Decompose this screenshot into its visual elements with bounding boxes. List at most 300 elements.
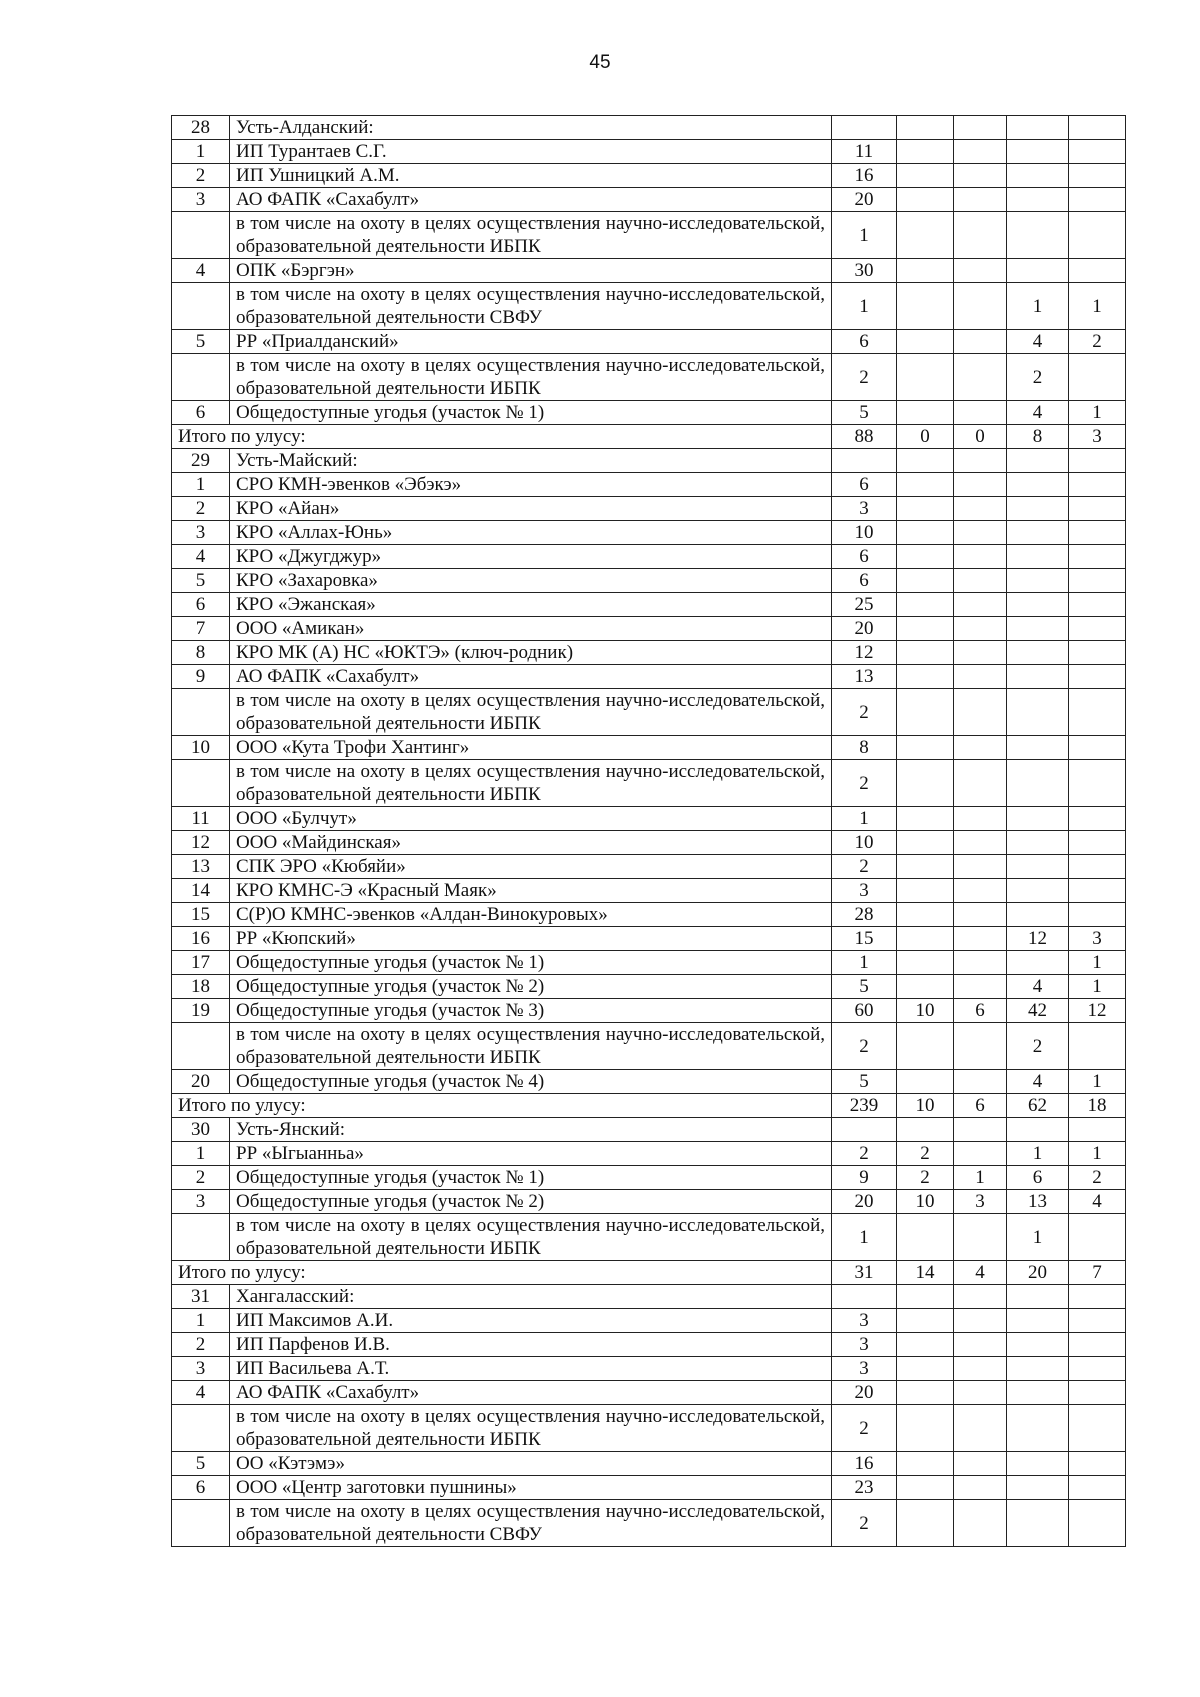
row-number: 6 bbox=[172, 401, 230, 425]
value-cell-4: 62 bbox=[1007, 1094, 1069, 1118]
value-cell-1: 30 bbox=[832, 259, 897, 283]
value-cell-1 bbox=[832, 116, 897, 140]
district-row bbox=[172, 1118, 1126, 1142]
value-cell-2 bbox=[897, 736, 954, 760]
table-body bbox=[172, 116, 1126, 1547]
value-cell-4 bbox=[1007, 617, 1069, 641]
value-cell-2 bbox=[897, 879, 954, 903]
value-cell-1: 1 bbox=[832, 212, 897, 259]
value-cell-5 bbox=[1069, 212, 1126, 259]
value-cell-2: 2 bbox=[897, 1142, 954, 1166]
name-cell: КРО МК (А) НС «ЮКТЭ» (ключ-родник) bbox=[230, 641, 832, 665]
value-cell-5 bbox=[1069, 521, 1126, 545]
value-cell-2 bbox=[897, 855, 954, 879]
row-number bbox=[172, 1023, 230, 1070]
row-number: 6 bbox=[172, 593, 230, 617]
value-cell-2: 2 bbox=[897, 1166, 954, 1190]
value-cell-2 bbox=[897, 1285, 954, 1309]
value-cell-1: 15 bbox=[832, 927, 897, 951]
value-cell-3 bbox=[954, 1023, 1007, 1070]
value-cell-2 bbox=[897, 1357, 954, 1381]
value-cell-3 bbox=[954, 975, 1007, 999]
value-cell-4 bbox=[1007, 760, 1069, 807]
row-number: 6 bbox=[172, 1476, 230, 1500]
quota-table bbox=[171, 115, 1126, 1547]
value-cell-5 bbox=[1069, 1500, 1126, 1547]
value-cell-3 bbox=[954, 116, 1007, 140]
table-row bbox=[172, 1142, 1126, 1166]
note-cell: в том числе на охоту в целях осуществления научно-исследовательской, образовательной деятельности ИБПК bbox=[230, 1214, 832, 1261]
value-cell-1: 13 bbox=[832, 665, 897, 689]
value-cell-3 bbox=[954, 951, 1007, 975]
table-row bbox=[172, 1500, 1126, 1547]
value-cell-4 bbox=[1007, 259, 1069, 283]
value-cell-3 bbox=[954, 545, 1007, 569]
name-cell: Хангаласский: bbox=[230, 1285, 832, 1309]
district-row bbox=[172, 116, 1126, 140]
value-cell-1: 1 bbox=[832, 951, 897, 975]
value-cell-3 bbox=[954, 330, 1007, 354]
value-cell-1: 2 bbox=[832, 1500, 897, 1547]
value-cell-1: 20 bbox=[832, 188, 897, 212]
value-cell-4 bbox=[1007, 1452, 1069, 1476]
value-cell-1: 239 bbox=[832, 1094, 897, 1118]
value-cell-2 bbox=[897, 831, 954, 855]
value-cell-2 bbox=[897, 1476, 954, 1500]
value-cell-5 bbox=[1069, 593, 1126, 617]
value-cell-3 bbox=[954, 736, 1007, 760]
value-cell-1: 23 bbox=[832, 1476, 897, 1500]
value-cell-3 bbox=[954, 354, 1007, 401]
value-cell-3 bbox=[954, 1070, 1007, 1094]
value-cell-2 bbox=[897, 1118, 954, 1142]
row-number: 15 bbox=[172, 903, 230, 927]
value-cell-2 bbox=[897, 1381, 954, 1405]
name-cell: Усть-Майский: bbox=[230, 449, 832, 473]
value-cell-5 bbox=[1069, 497, 1126, 521]
table-row bbox=[172, 879, 1126, 903]
table-row bbox=[172, 807, 1126, 831]
value-cell-1: 60 bbox=[832, 999, 897, 1023]
value-cell-3 bbox=[954, 903, 1007, 927]
value-cell-4 bbox=[1007, 1285, 1069, 1309]
value-cell-5 bbox=[1069, 473, 1126, 497]
value-cell-4 bbox=[1007, 1357, 1069, 1381]
value-cell-3: 6 bbox=[954, 1094, 1007, 1118]
value-cell-4 bbox=[1007, 497, 1069, 521]
value-cell-3 bbox=[954, 1357, 1007, 1381]
value-cell-4: 12 bbox=[1007, 927, 1069, 951]
name-cell: ООО «Амикан» bbox=[230, 617, 832, 641]
row-number: 5 bbox=[172, 1452, 230, 1476]
value-cell-5: 3 bbox=[1069, 927, 1126, 951]
value-cell-3 bbox=[954, 283, 1007, 330]
row-number: 9 bbox=[172, 665, 230, 689]
value-cell-2 bbox=[897, 641, 954, 665]
value-cell-1: 12 bbox=[832, 641, 897, 665]
row-number: 5 bbox=[172, 569, 230, 593]
name-cell: Усть-Янский: bbox=[230, 1118, 832, 1142]
table-row bbox=[172, 330, 1126, 354]
value-cell-2: 0 bbox=[897, 425, 954, 449]
table-row bbox=[172, 736, 1126, 760]
value-cell-3 bbox=[954, 665, 1007, 689]
row-number: 3 bbox=[172, 1190, 230, 1214]
value-cell-3: 0 bbox=[954, 425, 1007, 449]
table-row bbox=[172, 641, 1126, 665]
value-cell-2 bbox=[897, 449, 954, 473]
value-cell-4 bbox=[1007, 903, 1069, 927]
value-cell-4: 2 bbox=[1007, 1023, 1069, 1070]
value-cell-5: 1 bbox=[1069, 401, 1126, 425]
row-number bbox=[172, 1500, 230, 1547]
value-cell-4 bbox=[1007, 855, 1069, 879]
value-cell-2 bbox=[897, 401, 954, 425]
value-cell-4: 1 bbox=[1007, 1214, 1069, 1261]
value-cell-4 bbox=[1007, 140, 1069, 164]
name-cell: Общедоступные угодья (участок № 3) bbox=[230, 999, 832, 1023]
value-cell-5 bbox=[1069, 1118, 1126, 1142]
name-cell: С(Р)О КМНС-эвенков «Алдан-Винокуровых» bbox=[230, 903, 832, 927]
row-number: 4 bbox=[172, 259, 230, 283]
value-cell-1 bbox=[832, 1285, 897, 1309]
value-cell-5 bbox=[1069, 1333, 1126, 1357]
value-cell-4 bbox=[1007, 879, 1069, 903]
value-cell-3 bbox=[954, 879, 1007, 903]
value-cell-4 bbox=[1007, 831, 1069, 855]
table-row bbox=[172, 1452, 1126, 1476]
value-cell-5 bbox=[1069, 689, 1126, 736]
value-cell-1: 10 bbox=[832, 831, 897, 855]
value-cell-5: 1 bbox=[1069, 283, 1126, 330]
value-cell-3 bbox=[954, 831, 1007, 855]
value-cell-5: 7 bbox=[1069, 1261, 1126, 1285]
name-cell: СРО КМН-эвенков «Эбэкэ» bbox=[230, 473, 832, 497]
row-number: 2 bbox=[172, 1166, 230, 1190]
value-cell-4 bbox=[1007, 665, 1069, 689]
row-number bbox=[172, 283, 230, 330]
row-number: 5 bbox=[172, 330, 230, 354]
value-cell-2 bbox=[897, 903, 954, 927]
row-number bbox=[172, 760, 230, 807]
value-cell-1: 6 bbox=[832, 545, 897, 569]
table-row bbox=[172, 760, 1126, 807]
value-cell-4 bbox=[1007, 1333, 1069, 1357]
value-cell-5: 1 bbox=[1069, 951, 1126, 975]
row-number: 1 bbox=[172, 473, 230, 497]
name-cell: РР «Ыгыанньа» bbox=[230, 1142, 832, 1166]
value-cell-3 bbox=[954, 1476, 1007, 1500]
row-number: 8 bbox=[172, 641, 230, 665]
value-cell-5: 1 bbox=[1069, 1142, 1126, 1166]
table-row bbox=[172, 497, 1126, 521]
value-cell-4: 4 bbox=[1007, 401, 1069, 425]
row-number: 2 bbox=[172, 1333, 230, 1357]
value-cell-2 bbox=[897, 760, 954, 807]
value-cell-3 bbox=[954, 927, 1007, 951]
value-cell-2: 10 bbox=[897, 999, 954, 1023]
row-number: 2 bbox=[172, 497, 230, 521]
value-cell-5 bbox=[1069, 665, 1126, 689]
value-cell-5 bbox=[1069, 259, 1126, 283]
value-cell-5 bbox=[1069, 1214, 1126, 1261]
value-cell-5 bbox=[1069, 1357, 1126, 1381]
value-cell-4 bbox=[1007, 1405, 1069, 1452]
value-cell-1: 20 bbox=[832, 1190, 897, 1214]
value-cell-3 bbox=[954, 641, 1007, 665]
value-cell-4 bbox=[1007, 449, 1069, 473]
value-cell-4 bbox=[1007, 1476, 1069, 1500]
table-row bbox=[172, 569, 1126, 593]
value-cell-5: 2 bbox=[1069, 1166, 1126, 1190]
row-number: 19 bbox=[172, 999, 230, 1023]
total-row bbox=[172, 1261, 1126, 1285]
value-cell-5 bbox=[1069, 760, 1126, 807]
value-cell-4 bbox=[1007, 116, 1069, 140]
value-cell-4 bbox=[1007, 736, 1069, 760]
value-cell-2 bbox=[897, 140, 954, 164]
value-cell-2 bbox=[897, 617, 954, 641]
value-cell-4 bbox=[1007, 569, 1069, 593]
row-number: 16 bbox=[172, 927, 230, 951]
value-cell-4 bbox=[1007, 1118, 1069, 1142]
value-cell-1: 10 bbox=[832, 521, 897, 545]
value-cell-4 bbox=[1007, 212, 1069, 259]
value-cell-5 bbox=[1069, 879, 1126, 903]
note-cell: в том числе на охоту в целях осуществления научно-исследовательской, образовательной деятельности СВФУ bbox=[230, 1500, 832, 1547]
value-cell-2 bbox=[897, 689, 954, 736]
value-cell-3 bbox=[954, 807, 1007, 831]
row-number: 3 bbox=[172, 521, 230, 545]
value-cell-2 bbox=[897, 259, 954, 283]
value-cell-3: 4 bbox=[954, 1261, 1007, 1285]
value-cell-5 bbox=[1069, 1452, 1126, 1476]
value-cell-5 bbox=[1069, 831, 1126, 855]
value-cell-3 bbox=[954, 1214, 1007, 1261]
row-number: 18 bbox=[172, 975, 230, 999]
value-cell-3 bbox=[954, 164, 1007, 188]
table-row bbox=[172, 259, 1126, 283]
value-cell-5: 18 bbox=[1069, 1094, 1126, 1118]
row-number: 10 bbox=[172, 736, 230, 760]
value-cell-4: 4 bbox=[1007, 330, 1069, 354]
value-cell-5 bbox=[1069, 545, 1126, 569]
value-cell-1: 5 bbox=[832, 401, 897, 425]
value-cell-4: 42 bbox=[1007, 999, 1069, 1023]
name-cell: РР «Кюпский» bbox=[230, 927, 832, 951]
value-cell-2 bbox=[897, 951, 954, 975]
value-cell-1 bbox=[832, 1118, 897, 1142]
name-cell: Общедоступные угодья (участок № 2) bbox=[230, 975, 832, 999]
table-row bbox=[172, 1476, 1126, 1500]
value-cell-4: 2 bbox=[1007, 354, 1069, 401]
value-cell-3 bbox=[954, 1500, 1007, 1547]
value-cell-2 bbox=[897, 1309, 954, 1333]
value-cell-4: 6 bbox=[1007, 1166, 1069, 1190]
value-cell-4 bbox=[1007, 473, 1069, 497]
value-cell-5 bbox=[1069, 617, 1126, 641]
value-cell-4 bbox=[1007, 545, 1069, 569]
row-number: 14 bbox=[172, 879, 230, 903]
row-number: 20 bbox=[172, 1070, 230, 1094]
value-cell-1: 3 bbox=[832, 1357, 897, 1381]
name-cell: КРО «Айан» bbox=[230, 497, 832, 521]
name-cell: ОО «Кэтэмэ» bbox=[230, 1452, 832, 1476]
row-number bbox=[172, 212, 230, 259]
note-cell: в том числе на охоту в целях осуществления научно-исследовательской, образовательной деятельности СВФУ bbox=[230, 283, 832, 330]
row-number: 1 bbox=[172, 1142, 230, 1166]
value-cell-1: 11 bbox=[832, 140, 897, 164]
table-row bbox=[172, 354, 1126, 401]
value-cell-4 bbox=[1007, 593, 1069, 617]
row-number: 13 bbox=[172, 855, 230, 879]
value-cell-2 bbox=[897, 1023, 954, 1070]
value-cell-1: 1 bbox=[832, 283, 897, 330]
table-row bbox=[172, 545, 1126, 569]
value-cell-2: 14 bbox=[897, 1261, 954, 1285]
value-cell-5 bbox=[1069, 736, 1126, 760]
value-cell-5 bbox=[1069, 116, 1126, 140]
value-cell-3 bbox=[954, 401, 1007, 425]
value-cell-1: 3 bbox=[832, 1333, 897, 1357]
value-cell-1: 2 bbox=[832, 1023, 897, 1070]
value-cell-1: 2 bbox=[832, 689, 897, 736]
total-row bbox=[172, 425, 1126, 449]
total-label: Итого по улусу: bbox=[172, 425, 832, 449]
value-cell-4 bbox=[1007, 1500, 1069, 1547]
value-cell-2 bbox=[897, 354, 954, 401]
value-cell-1: 9 bbox=[832, 1166, 897, 1190]
value-cell-4: 4 bbox=[1007, 1070, 1069, 1094]
value-cell-3 bbox=[954, 497, 1007, 521]
value-cell-3 bbox=[954, 855, 1007, 879]
name-cell: ООО «Центр заготовки пушнины» bbox=[230, 1476, 832, 1500]
row-number bbox=[172, 689, 230, 736]
row-number: 7 bbox=[172, 617, 230, 641]
value-cell-2 bbox=[897, 593, 954, 617]
row-number: 30 bbox=[172, 1118, 230, 1142]
table-row bbox=[172, 521, 1126, 545]
name-cell: АО ФАПК «Сахабулт» bbox=[230, 188, 832, 212]
note-cell: в том числе на охоту в целях осуществления научно-исследовательской, образовательной деятельности ИБПК bbox=[230, 689, 832, 736]
name-cell: КРО «Джугджур» bbox=[230, 545, 832, 569]
table-row bbox=[172, 1309, 1126, 1333]
value-cell-5 bbox=[1069, 1023, 1126, 1070]
value-cell-4 bbox=[1007, 689, 1069, 736]
name-cell: ИП Максимов А.И. bbox=[230, 1309, 832, 1333]
table-row bbox=[172, 164, 1126, 188]
value-cell-4 bbox=[1007, 521, 1069, 545]
value-cell-3: 1 bbox=[954, 1166, 1007, 1190]
value-cell-2 bbox=[897, 569, 954, 593]
value-cell-2 bbox=[897, 164, 954, 188]
name-cell: КРО «Эжанская» bbox=[230, 593, 832, 617]
value-cell-1: 2 bbox=[832, 760, 897, 807]
value-cell-5 bbox=[1069, 807, 1126, 831]
value-cell-4 bbox=[1007, 188, 1069, 212]
value-cell-2 bbox=[897, 1405, 954, 1452]
value-cell-2 bbox=[897, 521, 954, 545]
value-cell-3 bbox=[954, 1381, 1007, 1405]
value-cell-5: 4 bbox=[1069, 1190, 1126, 1214]
value-cell-1: 28 bbox=[832, 903, 897, 927]
table-row bbox=[172, 1357, 1126, 1381]
value-cell-3 bbox=[954, 259, 1007, 283]
value-cell-4: 1 bbox=[1007, 283, 1069, 330]
note-cell: в том числе на охоту в целях осуществления научно-исследовательской, образовательной деятельности ИБПК bbox=[230, 760, 832, 807]
table-row bbox=[172, 140, 1126, 164]
value-cell-2 bbox=[897, 975, 954, 999]
table-row bbox=[172, 831, 1126, 855]
name-cell: ИП Ушницкий А.М. bbox=[230, 164, 832, 188]
value-cell-4: 4 bbox=[1007, 975, 1069, 999]
note-cell: в том числе на охоту в целях осуществления научно-исследовательской, образовательной деятельности ИБПК bbox=[230, 212, 832, 259]
value-cell-3 bbox=[954, 617, 1007, 641]
value-cell-3: 3 bbox=[954, 1190, 1007, 1214]
table-row bbox=[172, 1023, 1126, 1070]
value-cell-1: 3 bbox=[832, 497, 897, 521]
total-label: Итого по улусу: bbox=[172, 1261, 832, 1285]
row-number: 1 bbox=[172, 140, 230, 164]
row-number: 4 bbox=[172, 1381, 230, 1405]
row-number: 3 bbox=[172, 1357, 230, 1381]
value-cell-2 bbox=[897, 188, 954, 212]
table-row bbox=[172, 927, 1126, 951]
value-cell-1: 1 bbox=[832, 807, 897, 831]
value-cell-2 bbox=[897, 1452, 954, 1476]
table-row bbox=[172, 593, 1126, 617]
row-number: 17 bbox=[172, 951, 230, 975]
value-cell-4: 8 bbox=[1007, 425, 1069, 449]
name-cell: ООО «Булчут» bbox=[230, 807, 832, 831]
name-cell: ООО «Кута Трофи Хантинг» bbox=[230, 736, 832, 760]
name-cell: ИП Парфенов И.В. bbox=[230, 1333, 832, 1357]
value-cell-2 bbox=[897, 545, 954, 569]
table-row bbox=[172, 1190, 1126, 1214]
table-row bbox=[172, 1214, 1126, 1261]
row-number bbox=[172, 1405, 230, 1452]
value-cell-3 bbox=[954, 212, 1007, 259]
value-cell-1: 3 bbox=[832, 879, 897, 903]
value-cell-4 bbox=[1007, 1309, 1069, 1333]
value-cell-1: 5 bbox=[832, 1070, 897, 1094]
value-cell-3 bbox=[954, 569, 1007, 593]
value-cell-2 bbox=[897, 665, 954, 689]
value-cell-2 bbox=[897, 807, 954, 831]
note-cell: в том числе на охоту в целях осуществления научно-исследовательской, образовательной деятельности ИБПК bbox=[230, 1405, 832, 1452]
value-cell-1: 20 bbox=[832, 617, 897, 641]
value-cell-5 bbox=[1069, 569, 1126, 593]
row-number: 3 bbox=[172, 188, 230, 212]
name-cell: ИП Турантаев С.Г. bbox=[230, 140, 832, 164]
value-cell-2 bbox=[897, 1070, 954, 1094]
value-cell-2: 10 bbox=[897, 1094, 954, 1118]
value-cell-5 bbox=[1069, 354, 1126, 401]
total-row bbox=[172, 1094, 1126, 1118]
row-number: 12 bbox=[172, 831, 230, 855]
table-row bbox=[172, 975, 1126, 999]
name-cell: Усть-Алданский: bbox=[230, 116, 832, 140]
value-cell-4: 20 bbox=[1007, 1261, 1069, 1285]
name-cell: ООО «Майдинская» bbox=[230, 831, 832, 855]
value-cell-5: 1 bbox=[1069, 1070, 1126, 1094]
name-cell: ОПК «Бэргэн» bbox=[230, 259, 832, 283]
value-cell-5 bbox=[1069, 641, 1126, 665]
value-cell-3 bbox=[954, 521, 1007, 545]
value-cell-3 bbox=[954, 1309, 1007, 1333]
name-cell: Общедоступные угодья (участок № 2) bbox=[230, 1190, 832, 1214]
value-cell-2 bbox=[897, 473, 954, 497]
